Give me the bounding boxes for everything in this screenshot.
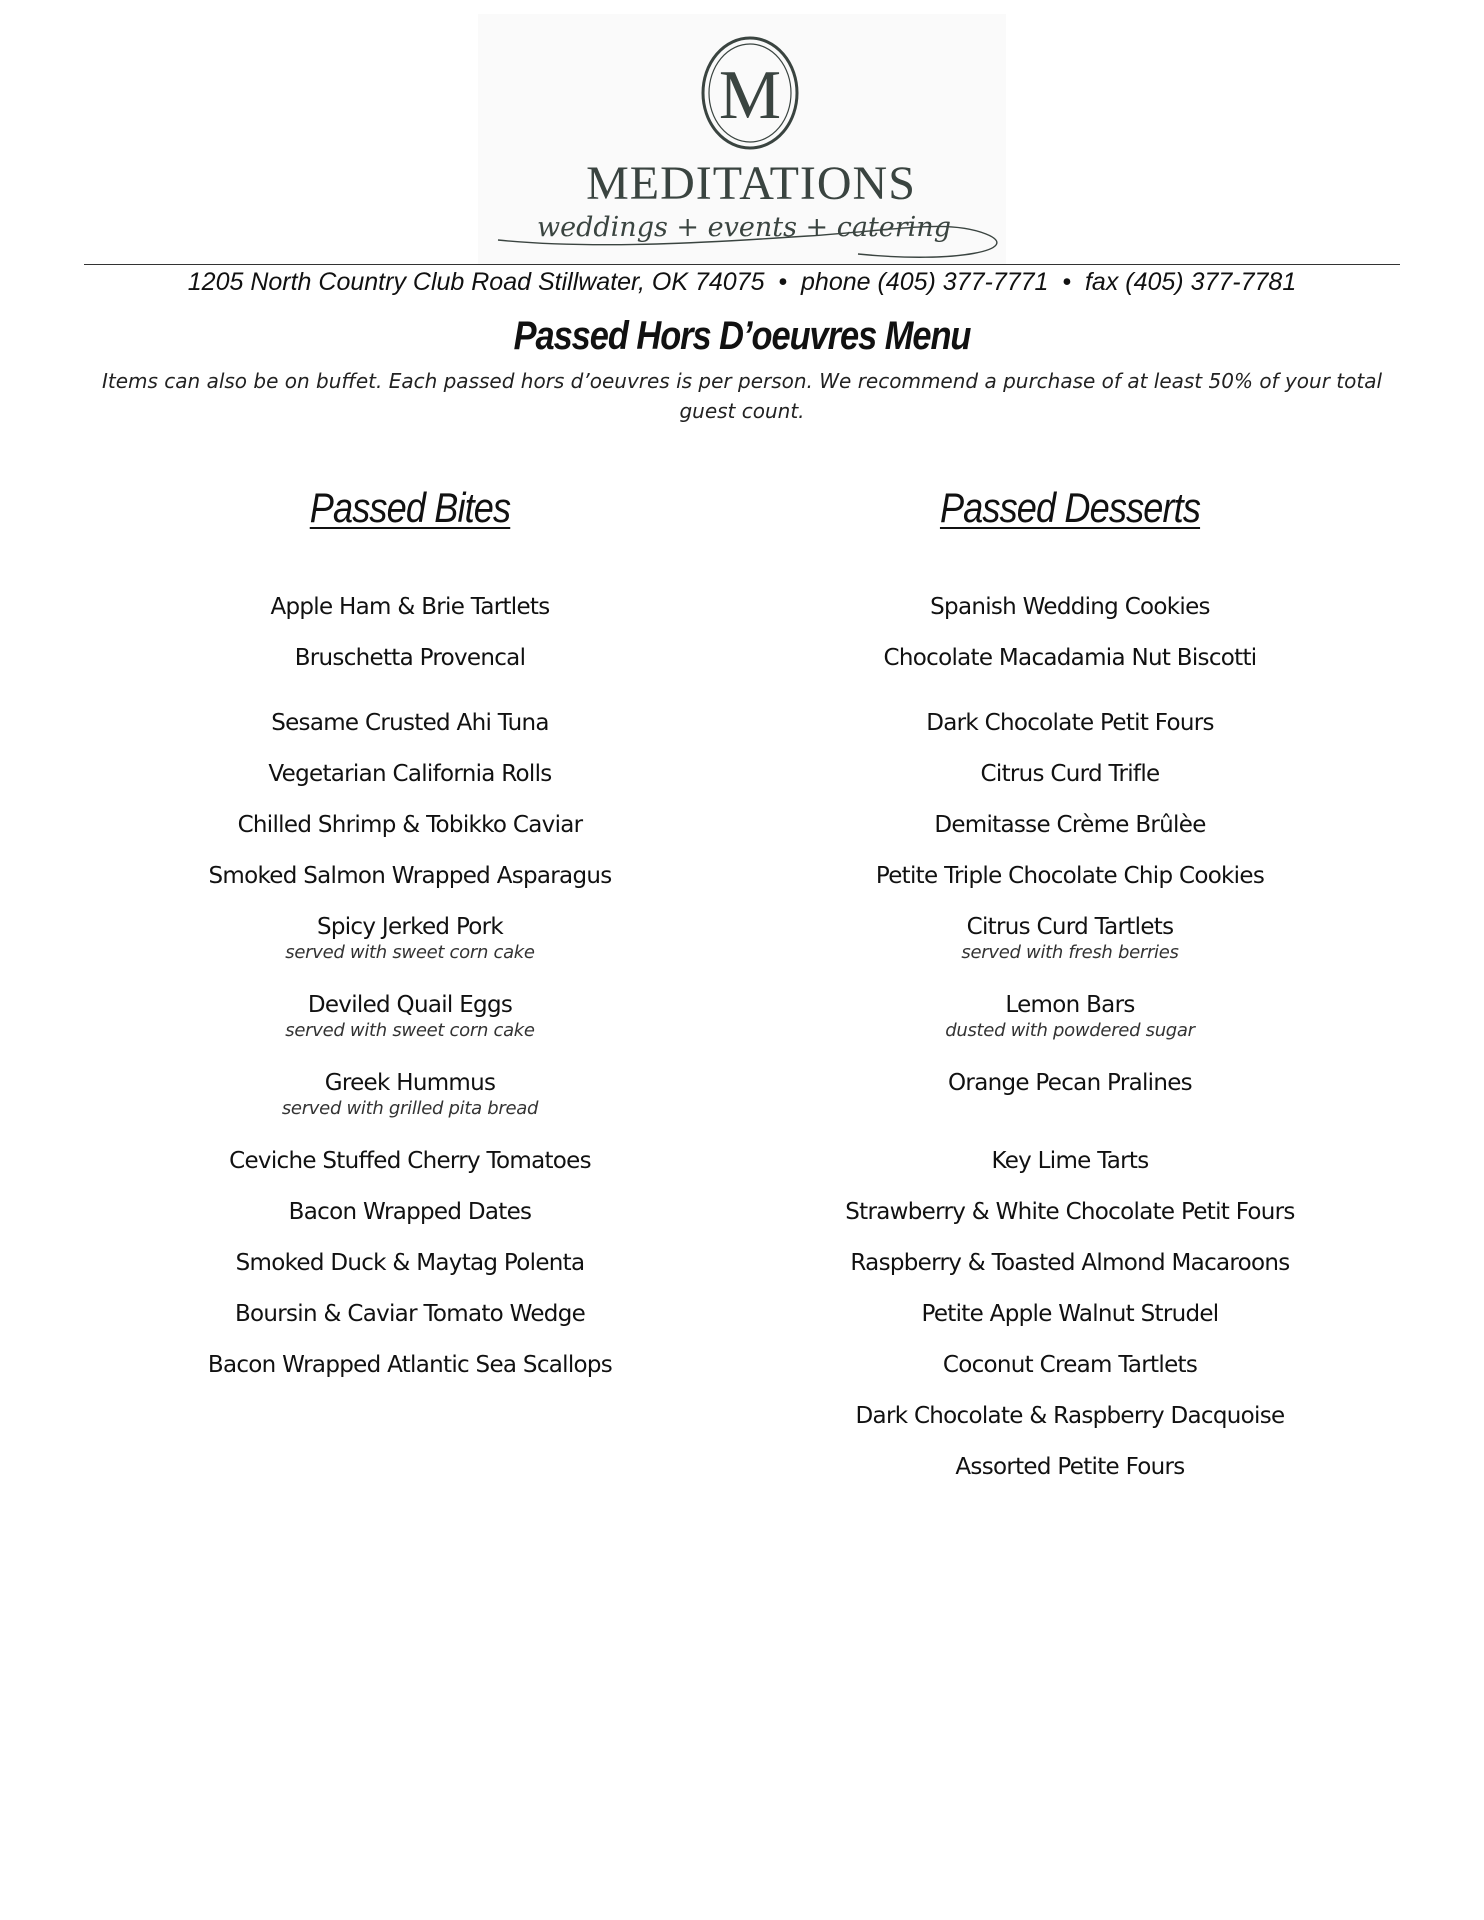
menu-item-name: Dark Chocolate & Raspberry Dacquoise bbox=[855, 1403, 1285, 1429]
menu-item-name: Greek Hummus bbox=[324, 1070, 496, 1096]
passed-bites-heading: Passed Bites bbox=[309, 484, 511, 531]
menu-item-name: Apple Ham & Brie Tartlets bbox=[270, 594, 550, 620]
menu-item bbox=[140, 990, 680, 1042]
menu-item bbox=[800, 810, 1340, 840]
menu-item-name: Smoked Duck & Maytag Polenta bbox=[235, 1250, 585, 1276]
menu-item bbox=[140, 643, 680, 673]
menu-item-name: Chocolate Macadamia Nut Biscotti bbox=[883, 645, 1257, 671]
meditations-logo-graphic bbox=[478, 14, 1006, 264]
menu-item-name: Vegetarian California Rolls bbox=[268, 761, 552, 787]
menu-item bbox=[800, 861, 1340, 891]
menu-item-name: Orange Pecan Pralines bbox=[948, 1070, 1192, 1096]
menu-item bbox=[140, 1146, 680, 1176]
monogram-letter: M bbox=[718, 57, 782, 134]
menu-item-name: Assorted Petite Fours bbox=[955, 1454, 1185, 1480]
menu-item bbox=[800, 912, 1340, 964]
menu-item-name: Ceviche Stuffed Cherry Tomatoes bbox=[229, 1148, 591, 1174]
header-divider bbox=[84, 264, 1400, 265]
menu-item bbox=[140, 1350, 680, 1380]
menu-item bbox=[800, 1350, 1340, 1380]
menu-item-note: served with sweet corn cake bbox=[285, 942, 535, 963]
menu-item-name: Raspberry & Toasted Almond Macaroons bbox=[850, 1250, 1290, 1276]
menu-item-name: Petite Triple Chocolate Chip Cookies bbox=[875, 863, 1265, 889]
menu-item-note: dusted with powdered sugar bbox=[945, 1020, 1195, 1041]
menu-item bbox=[800, 1452, 1340, 1482]
menu-item-name: Lemon Bars bbox=[1005, 992, 1135, 1018]
brand-name: MEDITATIONS bbox=[586, 157, 916, 210]
menu-item-name: Sesame Crusted Ahi Tuna bbox=[271, 710, 549, 736]
menu-item-name: Demitasse Crème Brûlèe bbox=[934, 812, 1206, 838]
menu-item bbox=[140, 1197, 680, 1227]
menu-item-note: served with sweet corn cake bbox=[285, 1020, 535, 1041]
menu-item bbox=[800, 592, 1340, 622]
logo bbox=[478, 14, 1006, 264]
menu-item bbox=[800, 643, 1340, 673]
menu-item-name: Strawberry & White Chocolate Petit Fours bbox=[845, 1199, 1295, 1225]
menu-item bbox=[140, 592, 680, 622]
menu-item bbox=[800, 1401, 1340, 1431]
passed-desserts-heading: Passed Desserts bbox=[939, 484, 1201, 531]
menu-item bbox=[800, 759, 1340, 789]
passed-desserts-column bbox=[800, 480, 1340, 1480]
menu-item-name: Smoked Salmon Wrapped Asparagus bbox=[208, 863, 612, 889]
menu-item bbox=[140, 708, 680, 738]
menu-item bbox=[140, 1068, 680, 1120]
menu-item bbox=[140, 1248, 680, 1278]
menu-item-name: Key Lime Tarts bbox=[991, 1148, 1149, 1174]
menu-item bbox=[800, 990, 1340, 1042]
menu-item bbox=[140, 861, 680, 891]
menu-item-name: Citrus Curd Trifle bbox=[980, 761, 1160, 787]
menu-item bbox=[140, 759, 680, 789]
page-title: Passed Hors D’oeuvres Menu bbox=[513, 314, 971, 358]
address-line: 1205 North Country Club Road Stillwater, OK 74075 • phone (405) 377-7771 • fax (405) 377-7781 bbox=[187, 268, 1297, 296]
menu-item-note: served with fresh berries bbox=[961, 942, 1179, 963]
menu-item-name: Petite Apple Walnut Strudel bbox=[921, 1301, 1219, 1327]
menu-item bbox=[800, 708, 1340, 738]
menu-item-name: Citrus Curd Tartlets bbox=[966, 914, 1174, 940]
menu-item bbox=[140, 1299, 680, 1329]
menu-item-note: served with grilled pita bread bbox=[281, 1098, 539, 1119]
menu-item-name: Spanish Wedding Cookies bbox=[930, 594, 1210, 620]
menu-item-name: Deviled Quail Eggs bbox=[307, 992, 513, 1018]
menu-item-name: Dark Chocolate Petit Fours bbox=[926, 710, 1214, 736]
menu-item bbox=[800, 1248, 1340, 1278]
menu-item bbox=[140, 810, 680, 840]
menu-item bbox=[800, 1299, 1340, 1329]
menu-item bbox=[800, 1197, 1340, 1227]
brand-tagline: weddings + events + catering bbox=[537, 212, 951, 243]
menu-item bbox=[800, 1146, 1340, 1176]
menu-item bbox=[140, 912, 680, 964]
menu-item-name: Chilled Shrimp & Tobikko Caviar bbox=[237, 812, 583, 838]
menu-item-name: Bacon Wrapped Atlantic Sea Scallops bbox=[207, 1352, 613, 1378]
menu-subtitle: Items can also be on buffet. Each passed hors d’oeuvres is per person. We recommend a purchase of at least 50% of your total guest count. bbox=[101, 369, 1383, 423]
menu-item-name: Bacon Wrapped Dates bbox=[288, 1199, 532, 1225]
menu-item-name: Coconut Cream Tartlets bbox=[942, 1352, 1198, 1378]
passed-bites-column bbox=[140, 480, 680, 1378]
menu-item-name: Bruschetta Provencal bbox=[294, 645, 526, 671]
menu-item-name: Spicy Jerked Pork bbox=[316, 914, 504, 940]
menu-item bbox=[800, 1068, 1340, 1098]
menu-item-name: Boursin & Caviar Tomato Wedge bbox=[234, 1301, 586, 1327]
